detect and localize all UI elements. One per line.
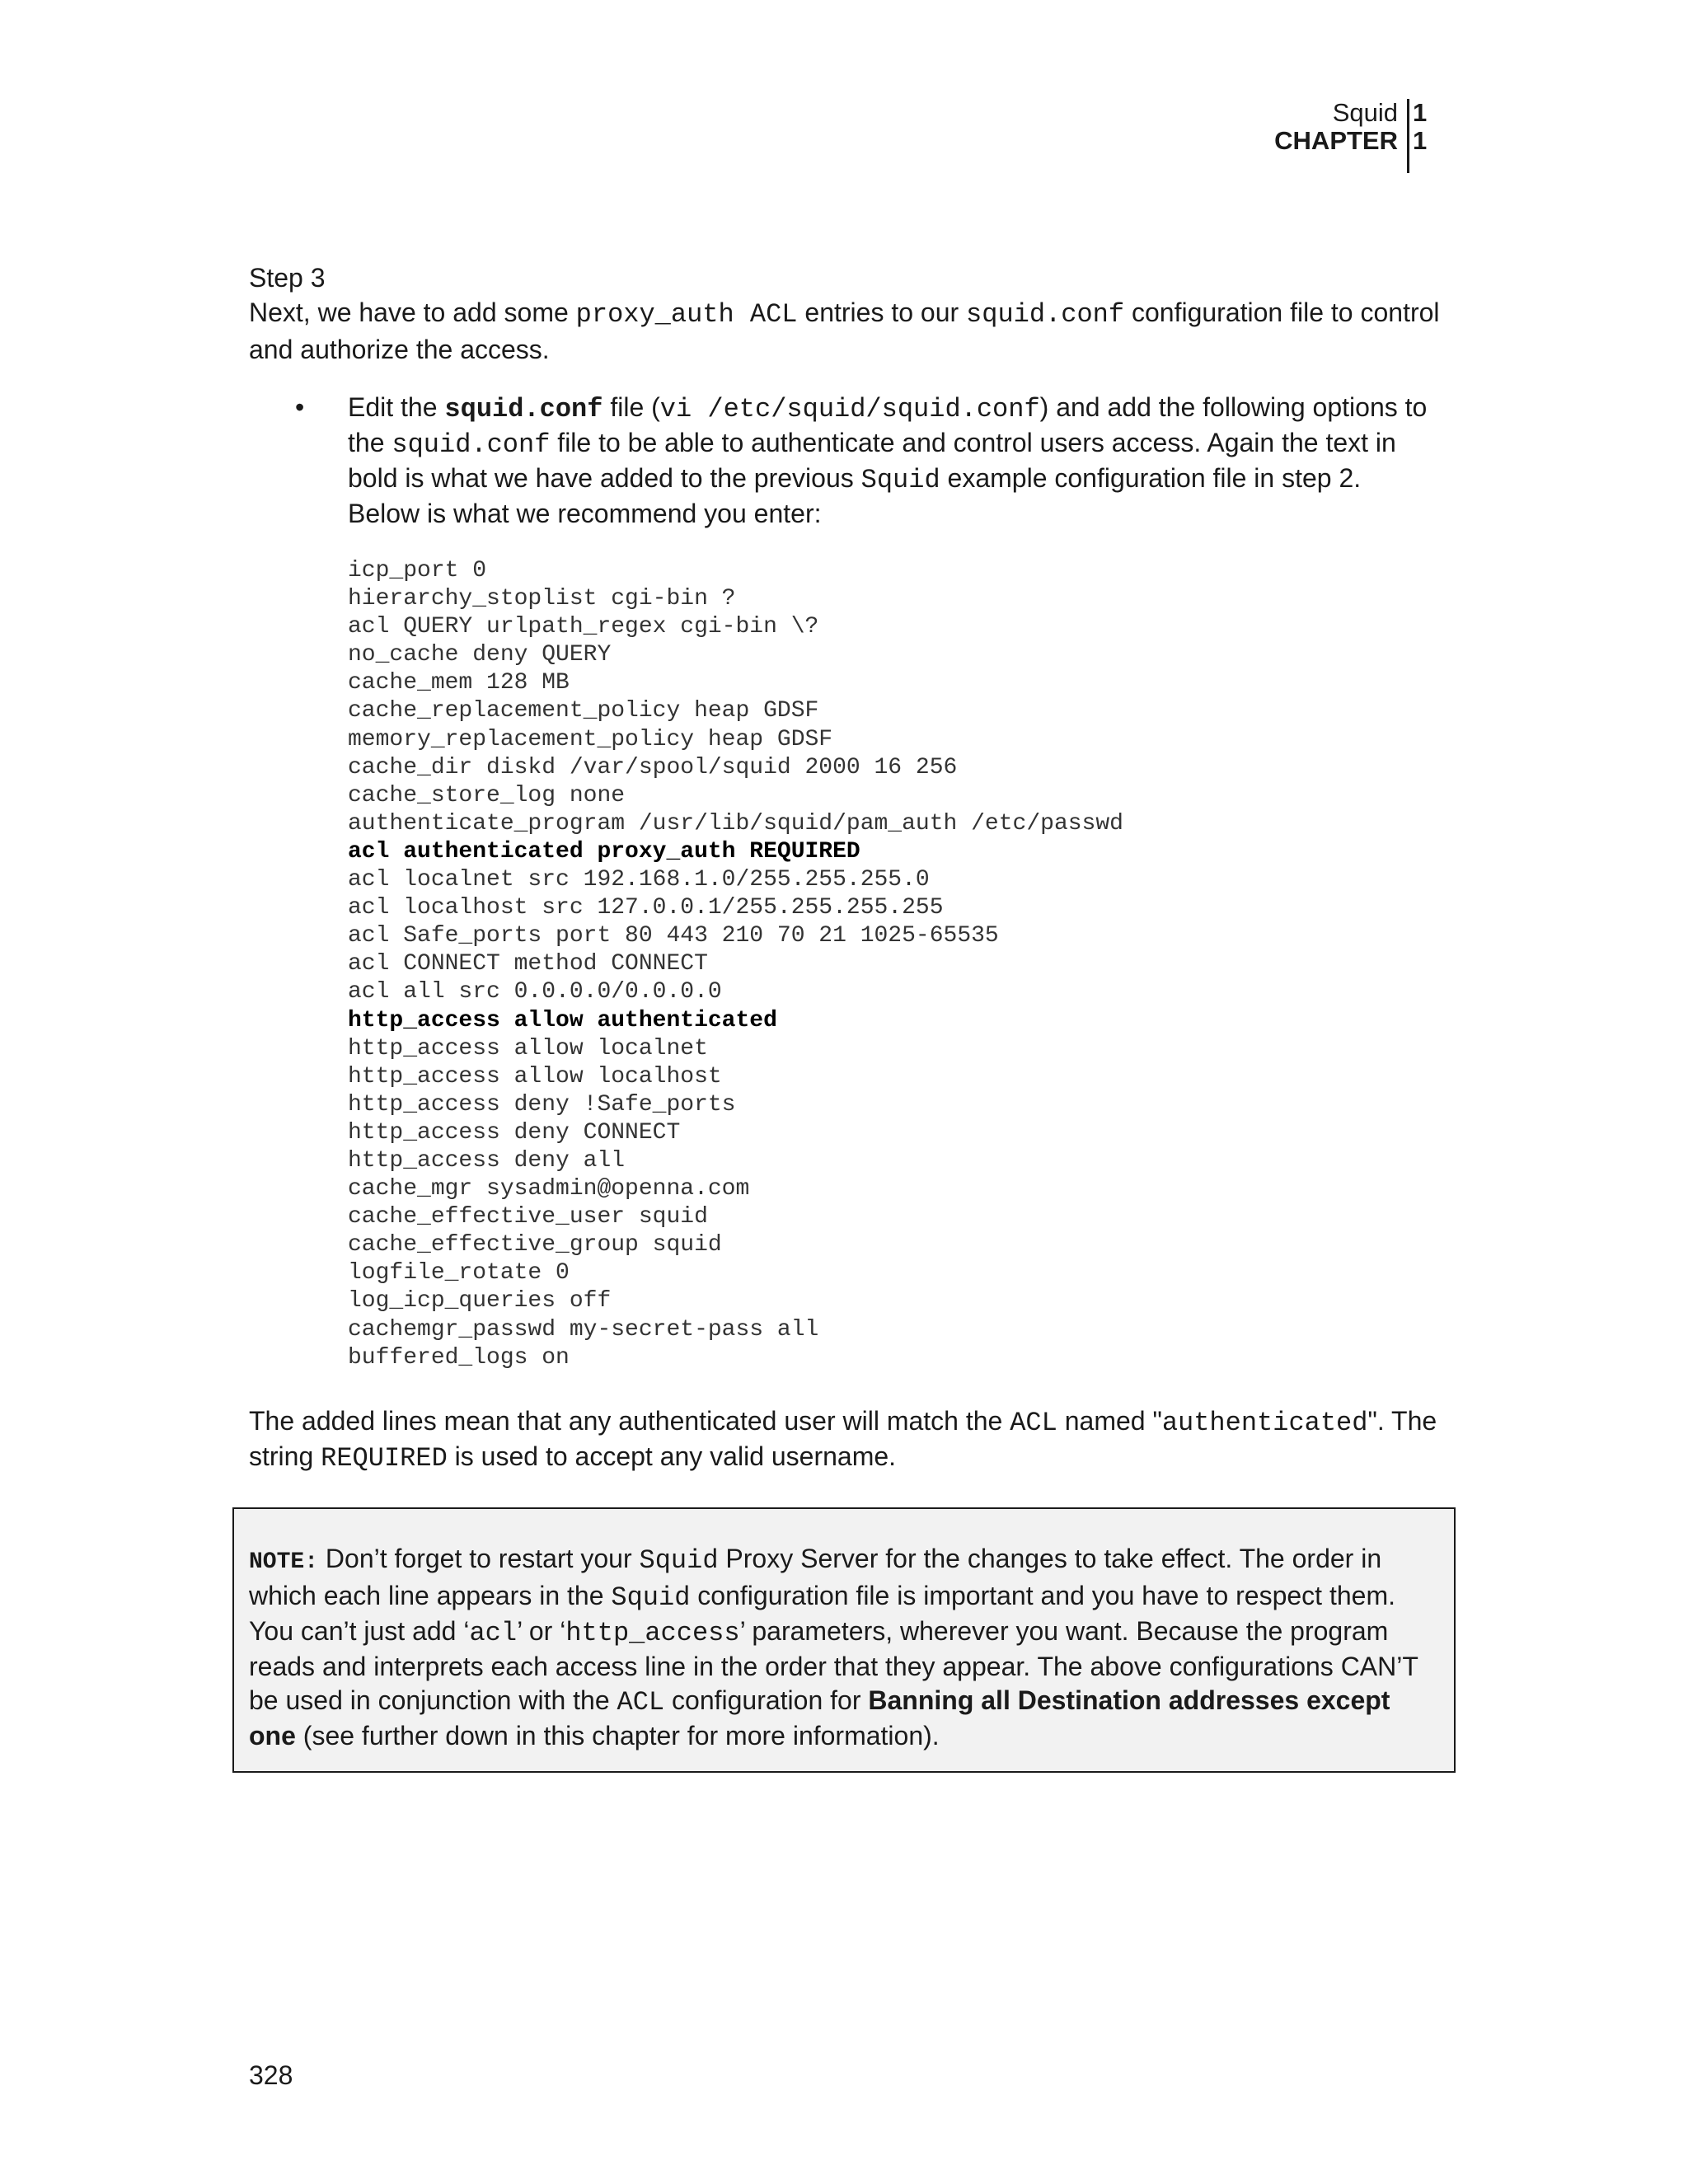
- note-code-run: http_access: [565, 1618, 740, 1648]
- config-line: cache_mem 128 MB: [348, 670, 570, 696]
- config-line: cache_effective_user squid: [348, 1204, 708, 1230]
- config-line: http_access allow authenticated: [348, 1007, 777, 1033]
- header-divider: [1407, 99, 1409, 173]
- note-bold-run: Banning all Destination addresses except one: [249, 1685, 1390, 1750]
- added-lines-paragraph: [249, 1404, 1452, 1475]
- header-section-label: Squid: [1332, 98, 1398, 127]
- bullet-code-run: Squid: [860, 465, 940, 495]
- config-line: cache_replacement_policy heap GDSF: [348, 698, 819, 724]
- step-intro-text: Next, we have to add some: [249, 298, 576, 327]
- config-line: buffered_logs on: [348, 1344, 570, 1371]
- note-text-run: Proxy Server for the changes to take effect. The order in which each line appears in the: [249, 1544, 1382, 1610]
- header-chapter-label: CHAPTER: [1274, 126, 1398, 155]
- config-line: cachemgr_passwd my-secret-pass all: [348, 1316, 819, 1343]
- config-line: acl Safe_ports port 80 443 210 70 21 1025-65535: [348, 923, 999, 949]
- bullet-code-run: squid.conf: [392, 429, 551, 460]
- added-text-run: is used to accept any valid username.: [447, 1441, 897, 1471]
- bullet-text-run: file (: [603, 392, 660, 422]
- config-line: http_access deny CONNECT: [348, 1119, 681, 1146]
- step-intro: [249, 295, 1444, 367]
- config-line: acl all src 0.0.0.0/0.0.0.0: [348, 979, 722, 1005]
- config-line: cache_dir diskd /var/spool/squid 2000 16 256: [348, 754, 958, 780]
- bullet-text-run: ) and add the following options to the: [348, 392, 1428, 457]
- config-line: icp_port 0: [348, 558, 487, 583]
- config-line: no_cache deny QUERY: [348, 642, 612, 668]
- config-line: http_access allow localhost: [348, 1063, 722, 1090]
- page-number: 328: [249, 2060, 293, 2090]
- header-chapter-number: 1: [1413, 126, 1428, 155]
- running-header: [1274, 99, 1429, 155]
- bullet-code-run: vi /etc/squid/squid.conf: [659, 394, 1040, 424]
- note-text-run: configuration file is important and you have to respect them. You can’t just add ‘: [249, 1581, 1395, 1646]
- bullet-text-run: example configuration file in step 2. Below is what we recommend you enter:: [348, 463, 1362, 528]
- bullet-code-run: squid.conf: [444, 394, 603, 424]
- header-section-row: [1274, 99, 1429, 127]
- note-code-run: Squid: [639, 1545, 719, 1576]
- config-line: acl CONNECT method CONNECT: [348, 951, 708, 977]
- config-line: hierarchy_stoplist cgi-bin ?: [348, 586, 736, 612]
- added-code-run: authenticated: [1161, 1408, 1368, 1438]
- config-line: acl localnet src 192.168.1.0/255.255.255.0: [348, 867, 930, 893]
- step-title: Step 3: [249, 263, 326, 293]
- note-code-run: Squid: [611, 1582, 691, 1613]
- header-section-number: 1: [1413, 98, 1428, 127]
- note-text-run: configuration for: [664, 1685, 869, 1715]
- note-code-run: acl: [469, 1618, 518, 1648]
- config-line: authenticate_program /usr/lib/squid/pam_auth /etc/passwd: [348, 810, 1123, 837]
- config-line: acl authenticated proxy_auth REQUIRED: [348, 838, 860, 865]
- bullet-text: [348, 391, 1428, 531]
- config-line: acl QUERY urlpath_regex cgi-bin \?: [348, 614, 819, 640]
- step-section: [249, 260, 1444, 367]
- note-text-run: ’ parameters, wherever you want. Because the program reads and interprets each access line in the order that they appear. The above configurations CAN’T be used in conjunction with the: [249, 1616, 1418, 1715]
- step-intro-code: proxy_auth ACL: [575, 299, 798, 330]
- note-label: NOTE:: [249, 1549, 319, 1575]
- config-line: cache_effective_group squid: [348, 1232, 722, 1258]
- config-line: http_access allow localnet: [348, 1035, 708, 1062]
- note-code-run: ACL: [617, 1687, 665, 1718]
- note-box: [232, 1507, 1456, 1773]
- step-intro-text: entries to our: [797, 298, 967, 327]
- added-text-run: ". The string: [249, 1406, 1437, 1471]
- added-text-run: named ": [1057, 1406, 1162, 1436]
- config-line: acl localhost src 127.0.0.1/255.255.255.255: [348, 895, 944, 921]
- note-text-run: (see further down in this chapter for more information).: [295, 1721, 940, 1750]
- config-line: logfile_rotate 0: [348, 1260, 570, 1286]
- added-text-run: The added lines mean that any authenticated user will match the: [249, 1406, 1010, 1436]
- config-line: log_icp_queries off: [348, 1288, 612, 1315]
- added-code-run: REQUIRED: [321, 1443, 448, 1474]
- bullet-dot-icon: •: [295, 392, 305, 422]
- config-code-block: [348, 557, 1123, 1372]
- note-text-run: ’ or ‘: [517, 1616, 566, 1646]
- step-intro-text: configuration file to control and authorize the access.: [249, 298, 1440, 364]
- config-line: http_access deny !Safe_ports: [348, 1091, 736, 1118]
- added-code-run: ACL: [1010, 1408, 1057, 1438]
- config-line: memory_replacement_policy heap GDSF: [348, 726, 833, 752]
- bullet-text-run: file to be able to authenticate and control users access. Again the text in bold is what we have added to the previous: [348, 428, 1396, 493]
- bullet-text-run: Edit the: [348, 392, 445, 422]
- step-intro-code: squid.conf: [966, 299, 1125, 330]
- note-text: [249, 1542, 1444, 1753]
- header-chapter-row: [1274, 127, 1429, 155]
- config-line: cache_mgr sysadmin@openna.com: [348, 1176, 750, 1202]
- config-line: cache_store_log none: [348, 782, 626, 808]
- note-text-run: Don’t forget to restart your: [318, 1544, 640, 1573]
- config-line: http_access deny all: [348, 1147, 626, 1174]
